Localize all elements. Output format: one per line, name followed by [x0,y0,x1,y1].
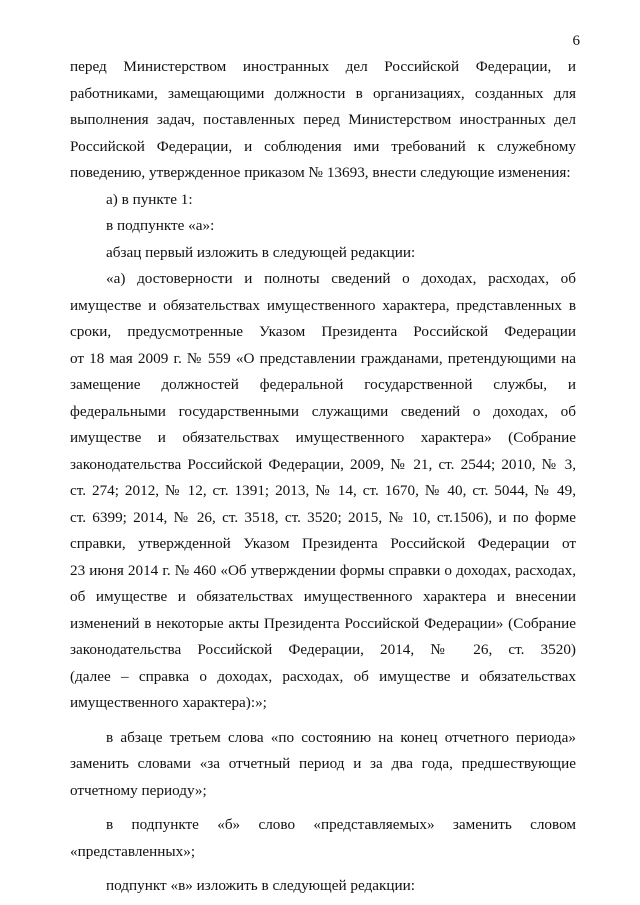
text-line: ст. 274; 2012, № 12, ст. 1391; 2013, № 14, ст. 1670, № 40, ст. 5044, № 49, [70,482,576,499]
paragraph [70,190,576,217]
text-line: изменений в некоторые акты Президента Российской Федерации» (Собрание [70,614,576,632]
paragraph [70,216,576,243]
text-line: «представленных»; [70,842,196,860]
text-line: в абзаце третьем слова «по состоянию на конец отчетного периода» [106,728,576,746]
text-line: сроки, предусмотренные Указом Президента Российской Федерации [70,323,576,340]
text-line: имущественного характера):»; [70,694,267,711]
paragraph [70,728,576,808]
text-line: в подпункте «а»: [106,217,215,234]
paragraph [70,815,576,868]
paragraph [70,876,576,903]
paragraph-gap [70,807,576,815]
text-line: заменить словами «за отчетный период и за два года, предшествующие [70,755,576,772]
text-line: поведению, утвержденное приказом № 13693, внести следующие изменения: [70,164,571,181]
text-line: отчетному периоду»; [70,781,207,799]
text-line: (далее – справка о доходах, расходах, об имуществе и обязательствах [70,667,576,685]
text-line: выполнения задач, поставленных перед Министерством иностранных дел [70,111,576,128]
paragraph [70,269,576,720]
paragraph [70,57,576,190]
document-body [70,57,576,903]
text-line: законодательства Российской Федерации, 2014, № 26, ст. 3520) [70,641,576,658]
text-line: а) в пункте 1: [106,190,193,208]
text-line: абзац первый изложить в следующей редакции: [106,243,416,261]
text-line: в подпункте «б» слово «представляемых» заменить словом [106,816,576,833]
text-line: перед Министерством иностранных дел Российской Федерации, и [70,58,576,75]
paragraph [70,243,576,270]
text-line: имуществе и обязательствах имущественного характера» (Собрание [70,429,576,446]
text-line: Российской Федерации, и соблюдения ими требований к служебному [70,137,576,155]
paragraph-gap [70,868,576,876]
paragraph-gap [70,720,576,728]
text-line: законодательства Российской Федерации, 2009, № 21, ст. 2544; 2010, № 3, [70,455,576,473]
text-line: 23 июня 2014 г. № 460 «Об утверждении формы справки о доходах, расходах, [70,561,576,579]
text-line: от 18 мая 2009 г. № 559 «О представлении гражданами, претендующими на [70,349,576,367]
text-line: имуществе и обязательствах имущественного характера, представленных в [70,296,576,314]
text-line: об имуществе и обязательствах имущественного характера и внесении [70,588,576,605]
text-line: замещение должностей федеральной государственной службы, и [70,376,576,393]
text-line: справки, утвержденной Указом Президента Российской Федерации от [70,535,576,552]
text-line: ст. 6399; 2014, № 26, ст. 3518, ст. 3520; 2015, № 10, ст.1506), и по форме [70,508,576,526]
page-number: 6 [572,33,580,49]
text-line: «а) достоверности и полноты сведений о доходах, расходах, об [106,270,576,287]
text-line: подпункт «в» изложить в следующей редакции: [106,877,415,894]
text-line: работниками, замещающими должности в организациях, созданных для [70,84,576,102]
text-line: федеральными государственными служащими сведений о доходах, об [70,402,576,420]
